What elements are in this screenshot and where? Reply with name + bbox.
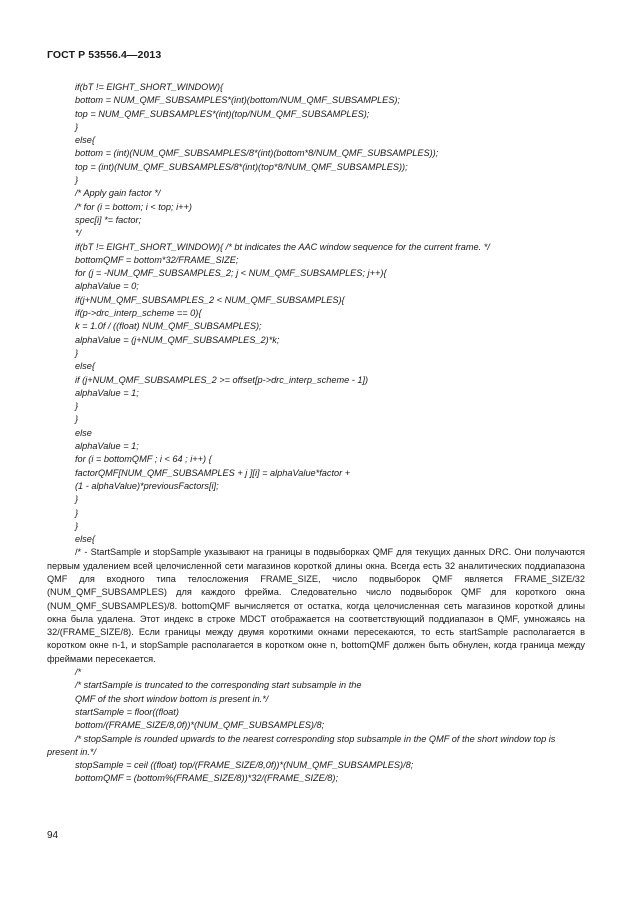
code-line: spec[i] *= factor; (75, 214, 142, 225)
code-line: /* startSample is truncated to the corresponding start subsample in the (75, 680, 362, 691)
code-line: } (75, 507, 79, 518)
code-line: /* (75, 667, 82, 678)
explanation-paragraph: /* - StartSample и stopSample указывают на границы в подвыборках QMF для текущих данных DRC. Они получаются первым удалением всей целочисленной сети магазинов короткой длины окна. Всегда есть 32 аналитических поддиапазона QMF для входного типа телосложения FRAME_SIZE, число подвыборок QMF является FRAME_SIZE/32 (NUM_QMF_SUBSAMPLES) для каждого фрейма. Следовательно число подвыборок QMF для короткого окна (NUM_QMF_SUBSAMPLES)/8. bottomQMF вычисляется от остатка, когда целочисленная сеть магазинов короткой длины окна была удалена. Этот индекс в строке MDCT отображается на соответствующий поддиапазон в QMF, умножаясь на 32/(FRAME_SIZE/8). Если границы между двумя короткими окнами пересекаются, то есть startSample располагается в коротком окне n-1, и stopSample располагается в коротком окне n, bottomQMF должен быть обнулен, когда граница между фреймами пересекается. (47, 547, 585, 664)
code-line: if(j+NUM_QMF_SUBSAMPLES_2 < NUM_QMF_SUBSAMPLES){ (75, 294, 345, 305)
code-line: else{ (75, 135, 95, 146)
code-line: } (75, 347, 79, 358)
code-line: } (75, 401, 79, 412)
document-body (47, 81, 585, 786)
code-line: if(bT != EIGHT_SHORT_WINDOW){ /* bt indicates the AAC window sequence for the current frame. */ (75, 241, 490, 252)
code-line: for (i = bottomQMF ; i < 64 ; i++) { (75, 454, 212, 465)
page-number: 94 (47, 830, 59, 841)
code-line: } (75, 414, 79, 425)
code-line: else (75, 427, 92, 438)
code-line: factorQMF[NUM_QMF_SUBSAMPLES + j ][i] = alphaValue*factor + (75, 467, 351, 478)
code-line: else{ (75, 534, 95, 545)
code-line: } (75, 175, 79, 186)
code-line: (1 - alphaValue)*previousFactors[i]; (75, 480, 219, 491)
code-line: alphaValue = 0; (75, 281, 139, 292)
code-line: alphaValue = 1; (75, 441, 139, 452)
code-line: } (75, 520, 79, 531)
code-line: alphaValue = (j+NUM_QMF_SUBSAMPLES_2)*k; (75, 334, 280, 345)
code-line: top = NUM_QMF_SUBSAMPLES*(int)(top/NUM_QMF_SUBSAMPLES); (75, 108, 370, 119)
code-line: bottom = (int)(NUM_QMF_SUBSAMPLES/8*(int)(bottom*8/NUM_QMF_SUBSAMPLES)); (75, 148, 439, 159)
code-line: } (75, 121, 79, 132)
code-line: bottomQMF = (bottom%(FRAME_SIZE/8))*32/(FRAME_SIZE/8); (75, 773, 339, 784)
code-line: else{ (75, 361, 95, 372)
code-line: alphaValue = 1; (75, 387, 139, 398)
page-header: ГОСТ Р 53556.4—2013 (47, 49, 162, 61)
code-line: bottom = NUM_QMF_SUBSAMPLES*(int)(bottom/NUM_QMF_SUBSAMPLES); (75, 95, 400, 106)
code-line: top = (int)(NUM_QMF_SUBSAMPLES/8*(int)(top*8/NUM_QMF_SUBSAMPLES)); (75, 161, 408, 172)
code-line: QMF of the short window bottom is present in.*/ (75, 693, 269, 704)
code-line: startSample = floor((float) (75, 706, 179, 717)
code-line: stopSample = ceil ((float) top/(FRAME_SIZE/8,0f))*(NUM_QMF_SUBSAMPLES)/8; (75, 760, 414, 771)
code-comment-wrapped: /* stopSample is rounded upwards to the nearest corresponding stop subsample in the QMF of the short window top is present in.*/ (47, 733, 556, 757)
code-line: bottomQMF = bottom*32/FRAME_SIZE; (75, 254, 239, 265)
code-line: for (j = -NUM_QMF_SUBSAMPLES_2; j < NUM_QMF_SUBSAMPLES; j++){ (75, 268, 387, 279)
code-line: bottom/(FRAME_SIZE/8,0f))*(NUM_QMF_SUBSAMPLES)/8; (75, 720, 325, 731)
code-line: if (j+NUM_QMF_SUBSAMPLES_2 >= offset[p->drc_interp_scheme - 1]) (75, 374, 369, 385)
code-line: if(bT != EIGHT_SHORT_WINDOW){ (75, 82, 224, 92)
code-line: if(p->drc_interp_scheme == 0){ (75, 308, 202, 319)
code-line: */ (75, 228, 82, 239)
code-line: } (75, 494, 79, 505)
code-line: /* Apply gain factor */ (75, 188, 161, 199)
code-line: /* for (i = bottom; i < top; i++) (75, 201, 192, 212)
code-line: k = 1.0f / ((float) NUM_QMF_SUBSAMPLES); (75, 321, 262, 332)
